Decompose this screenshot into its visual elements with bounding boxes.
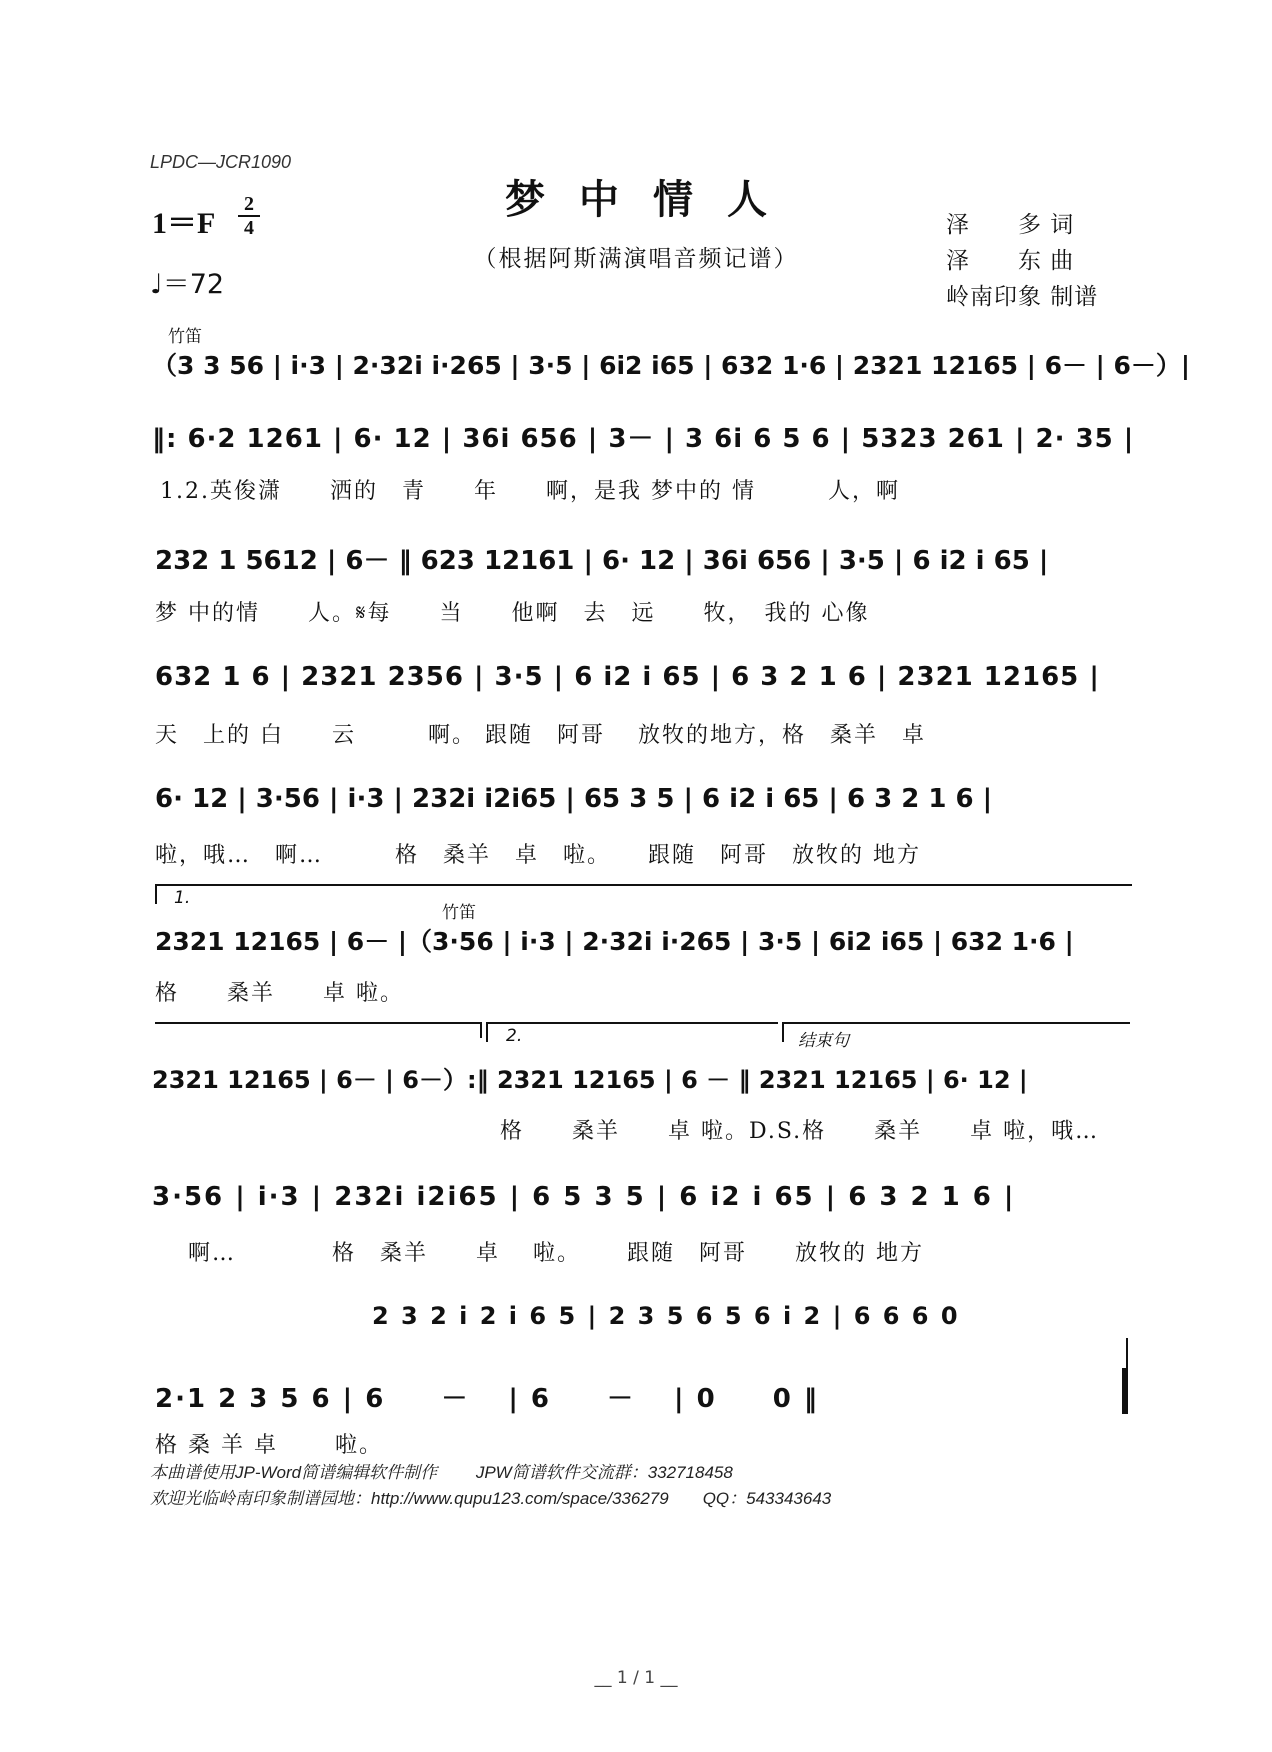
notation-line: 6· 12 | 3·56 | i·3 | 232i i2i65 | 65 3 5 | 6 i2 i 65 | 6 3 2 1 6 |: [155, 784, 993, 814]
key-signature: 1＝F: [152, 207, 216, 240]
instrument-label: 竹笛: [442, 903, 476, 923]
lyric-line: 啊… 格 桑羊 卓 啦。 跟随 阿哥 放牧的 地方: [188, 1241, 924, 1266]
page-number: __ 1 / 1 __: [594, 1668, 678, 1688]
lyric-line: 格 桑羊 卓 啦。: [155, 981, 404, 1006]
page-subtitle: （根据阿斯满演唱音频记谱）: [473, 246, 799, 272]
footer-software-note: 本曲谱使用JP-Word简谱编辑软件制作 JPW简谱软件交流群：332718458: [150, 1463, 733, 1482]
lyric-line: 格 桑 羊 卓 啦。: [155, 1433, 383, 1458]
notation-line: 3·56 | i·3 | 232i i2i65 | 6 5 3 5 | 6 i2 i 65 | 6 3 2 1 6 |: [152, 1182, 1016, 1212]
tempo-mark: ♩＝72: [150, 269, 225, 300]
notation-line: 232 1 5612 | 6－ ‖ 623 12161 | 6· 12 | 36i 656 | 3·5 | 6 i2 i 65 |: [155, 546, 1049, 576]
lyricist-credit: 泽 多 词: [946, 212, 1075, 238]
footer-website-note: 欢迎光临岭南印象制谱园地：http://www.qupu123.com/space/336279 QQ：543343643: [150, 1489, 832, 1508]
volta-bracket-2: [486, 1022, 778, 1042]
notation-line: 2321 12165 | 6－ | 6－）:‖ 2321 12165 | 6 － ‖ 2321 12165 | 6· 12 |: [152, 1066, 1028, 1094]
notation-line: （3 3 56 | i·3 | 2·32i i·265 | 3·5 | 6i2 i65 | 632 1·6 | 2321 12165 | 6－ | 6－）|: [152, 351, 1191, 380]
lyric-line: 啦，哦… 啊… 格 桑羊 卓 啦。 跟随 阿哥 放牧的 地方: [155, 843, 921, 868]
page-title: 梦中情人: [505, 176, 801, 223]
volta-bracket-line: [155, 1022, 482, 1038]
volta-bracket-1: [155, 884, 1132, 904]
ending-label: 结束句: [798, 1031, 849, 1051]
score-code: LPDC—JCR1090: [150, 152, 292, 172]
notation-line: 2321 12165 | 6－ |（3·56 | i·3 | 2·32i i·265 | 3·5 | 6i2 i65 | 632 1·6 |: [155, 927, 1074, 956]
volta-label: 1.: [174, 888, 191, 908]
time-signature-bottom: 4: [244, 217, 254, 239]
time-signature-top: 2: [244, 193, 254, 215]
instrument-label: 竹笛: [168, 327, 202, 347]
notation-line: 2·1 2 3 5 6 | 6 － | 6 － | 0 0 ‖: [155, 1384, 819, 1414]
lyric-line: 1.2.英俊潇 洒的 青 年 啊，是我 梦中的 情 人，啊: [160, 479, 900, 504]
composer-credit: 泽 东 曲: [946, 248, 1075, 274]
notation-line: ‖: 6·2 1261 | 6· 12 | 36i 656 | 3－ | 3 6i 6 5 6 | 5323 261 | 2· 35 |: [152, 424, 1135, 454]
lyric-line: 天 上的 白 云 啊。 跟随 阿哥 放牧的地方，格 桑羊 卓: [155, 723, 926, 748]
lyric-line: 格 桑羊 卓 啦。D.S.格 桑羊 卓 啦，哦…: [500, 1119, 1100, 1144]
arranger-credit: 岭南印象 制谱: [946, 284, 1099, 310]
time-signature: [238, 194, 260, 238]
volta-label: 2.: [506, 1026, 523, 1046]
notation-line: 632 1 6 | 2321 2356 | 3·5 | 6 i2 i 65 | 6 3 2 1 6 | 2321 12165 |: [155, 662, 1100, 692]
final-barline: [1122, 1368, 1128, 1414]
lyric-line: 梦 中的情 人。𝄋每 当 他啊 去 远 牧， 我的 心像: [155, 601, 870, 626]
notation-line-upper: 2 3 2 i 2 i 6 5 | 2 3 5 6 5 6 i 2 | 6 6 6 0: [372, 1302, 960, 1330]
